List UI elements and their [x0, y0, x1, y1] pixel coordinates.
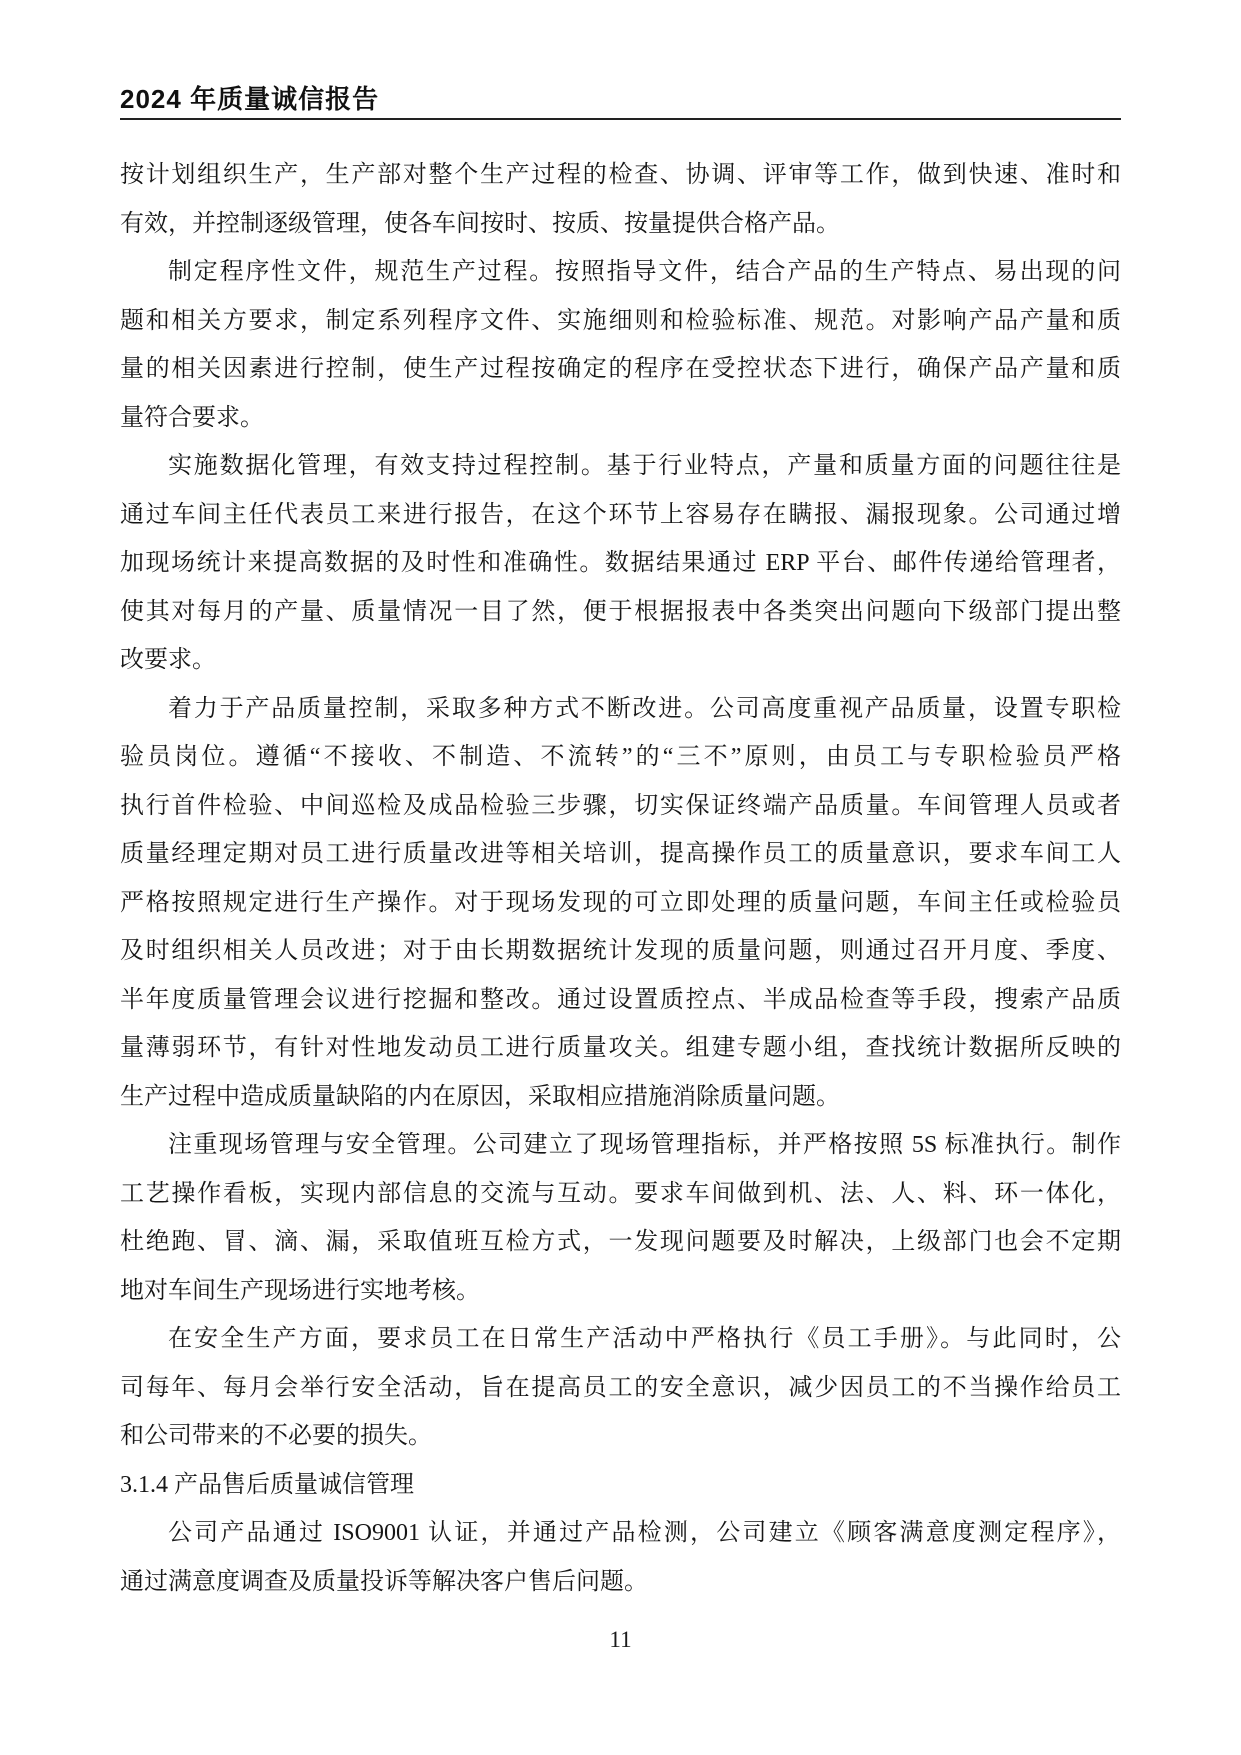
text-line: 验员岗位。遵循“不接收、不制造、不流转”的“三不”原则，由员工与专职检验员严格: [120, 744, 1121, 770]
text-line: 量薄弱环节，有针对性地发动员工进行质量攻关。组建专题小组，查找统计数据所反映的: [120, 1035, 1121, 1061]
text-line: 通过车间主任代表员工来进行报告，在这个环节上容易存在瞒报、漏报现象。公司通过增: [120, 501, 1121, 528]
text-line: 地对车间生产现场进行实地考核。: [120, 1277, 480, 1304]
text-line: 工艺操作看板，实现内部信息的交流与互动。要求车间做到机、法、人、料、环一体化，: [120, 1180, 1121, 1207]
text-line: 司每年、每月会举行安全活动，旨在提高员工的安全意识，减少因员工的不当操作给员工: [120, 1374, 1121, 1401]
text-line: 按计划组织生产，生产部对整个生产过程的检查、协调、评审等工作，做到快速、准时和: [120, 162, 1121, 188]
text-line: 质量经理定期对员工进行质量改进等相关培训，提高操作员工的质量意识，要求车间工人: [120, 841, 1121, 867]
text-line: 题和相关方要求，制定系列程序文件、实施细则和检验标准、规范。对影响产品产量和质: [120, 307, 1121, 334]
text-line: 生产过程中造成质量缺陷的内在原因，采取相应措施消除质量问题。: [120, 1083, 840, 1110]
text-line: 在安全生产方面，要求员工在日常生产活动中严格执行《员工手册》。与此同时，公: [168, 1326, 1121, 1352]
page-number: 11: [609, 1627, 632, 1652]
text-line: 加现场统计来提高数据的及时性和准确性。数据结果通过 ERP 平台、邮件传递给管理者，: [120, 550, 1121, 576]
text-line: 使其对每月的产量、质量情况一目了然，便于根据报表中各类突出问题向下级部门提出整: [120, 598, 1121, 625]
text-line: 严格按照规定进行生产操作。对于现场发现的可立即处理的质量问题，车间主任或检验员: [120, 889, 1121, 916]
text-line: 制定程序性文件，规范生产过程。按照指导文件，结合产品的生产特点、易出现的问: [168, 259, 1121, 285]
text-line: 注重现场管理与安全管理。公司建立了现场管理指标，并严格按照 5S 标准执行。制作: [168, 1132, 1121, 1158]
text-line: 执行首件检验、中间巡检及成品检验三步骤，切实保证终端产品质量。车间管理人员或者: [120, 792, 1121, 819]
text-line: 量符合要求。: [120, 404, 264, 431]
text-line: 半年度质量管理会议进行挖掘和整改。通过设置质控点、半成品检查等手段，搜索产品质: [120, 986, 1121, 1013]
text-line: 杜绝跑、冒、滴、漏，采取值班互检方式，一发现问题要及时解决，上级部门也会不定期: [120, 1229, 1121, 1255]
text-line: 及时组织相关人员改进；对于由长期数据统计发现的质量问题，则通过召开月度、季度、: [120, 938, 1121, 964]
page-header: [120, 84, 1121, 120]
section-heading: 3.1.4 产品售后质量诚信管理: [120, 1471, 414, 1498]
page-footer: [0, 1622, 1241, 1658]
document-body: [120, 151, 1121, 1606]
header-rule: [120, 118, 1121, 120]
text-line: 改要求。: [120, 647, 216, 673]
text-line: 公司产品通过 ISO9001 认证，并通过产品检测，公司建立《顾客满意度测定程序》，: [168, 1520, 1121, 1546]
text-line: 量的相关因素进行控制，使生产过程按确定的程序在受控状态下进行，确保产品产量和质: [120, 356, 1121, 382]
text-line: 通过满意度调查及质量投诉等解决客户售后问题。: [120, 1568, 648, 1595]
report-title: 2024 年质量诚信报告: [120, 84, 380, 114]
text-line: 着力于产品质量控制，采取多种方式不断改进。公司高度重视产品质量，设置专职检: [168, 695, 1121, 722]
text-line: 有效，并控制逐级管理，使各车间按时、按质、按量提供合格产品。: [120, 210, 840, 237]
text-line: 和公司带来的不必要的损失。: [120, 1423, 432, 1449]
text-line: 实施数据化管理，有效支持过程控制。基于行业特点，产量和质量方面的问题往往是: [168, 453, 1121, 479]
